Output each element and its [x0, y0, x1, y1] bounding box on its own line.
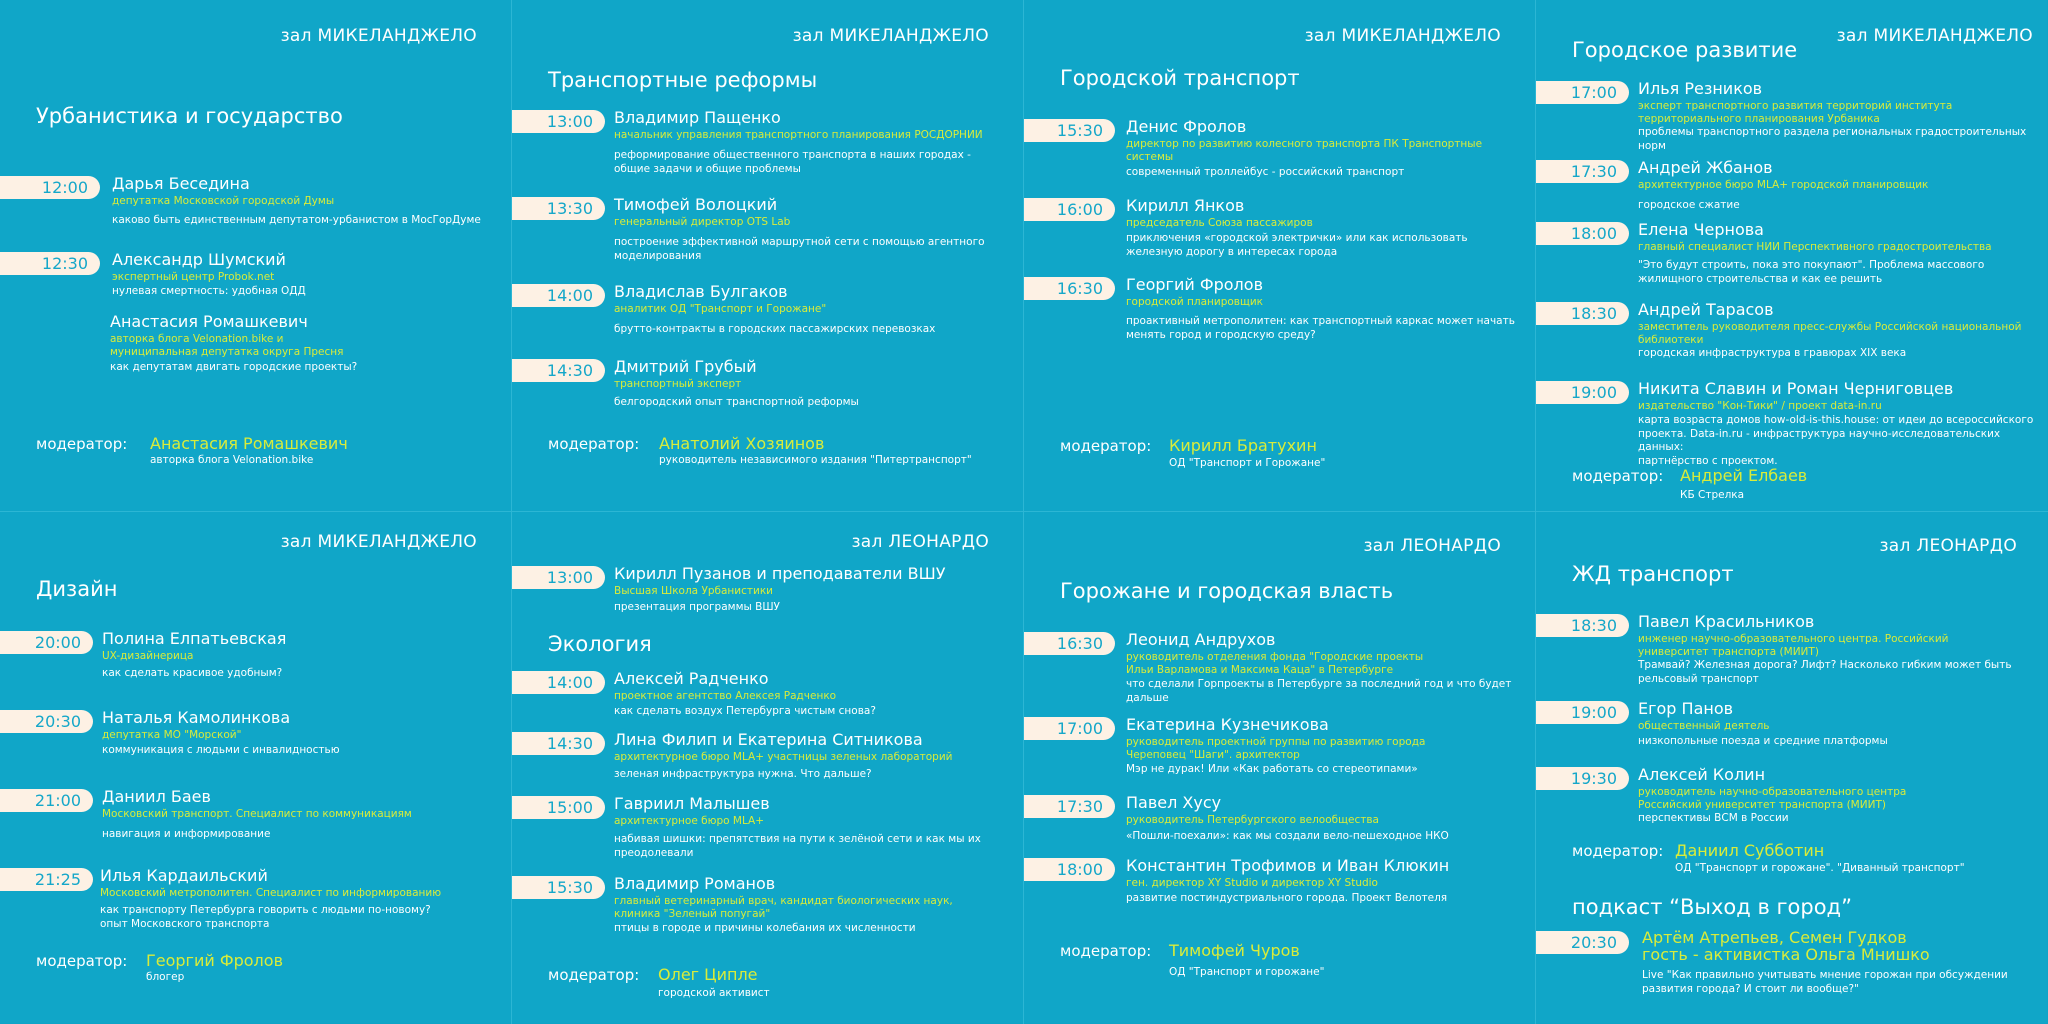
- speaker-role: руководитель проектной группы по развитию города Череповец "Шаги". архитектор: [1126, 736, 1426, 761]
- speaker-role: архитектурное бюро MLA+ участницы зеленых лабораторий: [614, 751, 953, 763]
- speaker-role: председатель Союза пассажиров: [1126, 217, 1313, 229]
- speaker-role: инженер научно-образовательного центра. Российский университет транспорта (МИИТ): [1638, 633, 1949, 658]
- time-badge: 15:30: [512, 876, 605, 899]
- hall-label: зал ЛЕОНАРДО: [1363, 536, 1501, 556]
- talk-description: приключения «городской электрички» или как использовать железную дорогу в интересах города: [1126, 232, 1468, 258]
- speaker-name: Павел Красильников: [1638, 612, 1815, 631]
- talk-description: как сделать красивое удобным?: [102, 667, 283, 679]
- talk-description: «Пошли-поехали»: как мы создали вело-пешеходное НКО: [1126, 830, 1449, 842]
- speaker-role: архитектурное бюро MLA+ городской планировщик: [1638, 179, 1929, 191]
- talk-description: Трамвай? Железная дорога? Лифт? Насколько гибким может быть рельсовый транспорт: [1638, 659, 2012, 685]
- moderator-label: модератор:: [1572, 467, 1664, 485]
- speaker-name: Анастасия Ромашкевич: [110, 312, 308, 331]
- hall-label: зал ЛЕОНАРДО: [851, 532, 989, 552]
- hall-label: зал МИКЕЛАНДЖЕЛО: [1304, 26, 1501, 46]
- talk-description: птицы в городе и причины колебания их численности: [614, 922, 916, 934]
- time-badge: 14:30: [512, 732, 605, 755]
- talk-description: Live "Как правильно учитывать мнение горожан при обсуждении развития города? И стоит ли вообще?": [1642, 969, 2008, 995]
- speaker-role: экспертный центр Probok.net: [112, 271, 275, 283]
- speaker-role: аналитик ОД "Транспорт и Горожане": [614, 303, 827, 315]
- talk-description: городское сжатие: [1638, 199, 1740, 211]
- talk-description: как транспорту Петербурга говорить с людьми по-новому? опыт Московского транспорта: [100, 904, 431, 930]
- section-title: Горожане и городская власть: [1060, 579, 1394, 603]
- time-badge: 12:30: [0, 252, 100, 275]
- moderator-label: модератор:: [1060, 942, 1152, 960]
- talk-description: коммуникация с людьми с инвалидностью: [102, 744, 340, 756]
- speaker-role: Московский метрополитен. Специалист по информированию: [100, 887, 442, 899]
- talk-description: современный троллейбус - российский транспорт: [1126, 166, 1405, 178]
- moderator-org: авторка блога Velonation.bike: [150, 454, 314, 466]
- talk-description: брутто-контракты в городских пассажирских перевозках: [614, 323, 936, 335]
- panel-citizens-authority: [1024, 512, 1535, 1023]
- time-badge: 12:00: [0, 176, 100, 199]
- time-badge: 16:30: [1024, 632, 1115, 655]
- talk-description: проактивный метрополитен: как транспортный каркас может начать менять город и городскую среду?: [1126, 315, 1515, 341]
- time-badge: 16:00: [1024, 198, 1115, 221]
- moderator-name: Анатолий Хозяинов: [659, 434, 825, 453]
- moderator-label: модератор:: [36, 435, 128, 453]
- speaker-name: Гавриил Малышев: [614, 794, 770, 813]
- speaker-role: начальник управления транспортного планирования РОСДОРНИИ: [614, 129, 983, 141]
- talk-description: каково быть единственным депутатом-урбанистом в МосГорДуме: [112, 214, 481, 226]
- time-badge: 19:30: [1536, 767, 1629, 790]
- divider: [0, 511, 2048, 512]
- speaker-name: Алексей Радченко: [614, 669, 769, 688]
- speaker-name: Даниил Баев: [102, 787, 211, 806]
- moderator-org: ОД "Транспорт и горожане". "Диванный транспорт": [1675, 862, 1965, 874]
- speaker-role: Московский транспорт. Специалист по коммуникациям: [102, 808, 412, 820]
- panel-urban-development: [1536, 0, 2047, 511]
- talk-description: зеленая инфраструктура нужна. Что дальше?: [614, 768, 872, 780]
- time-badge: 18:30: [1536, 614, 1629, 637]
- speaker-role: UX-дизайнерица: [102, 650, 194, 662]
- talk-description: белгородский опыт транспортной реформы: [614, 396, 859, 408]
- time-badge: 17:00: [1536, 81, 1629, 104]
- time-badge: 17:30: [1024, 795, 1115, 818]
- talk-description: как сделать воздух Петербурга чистым снова?: [614, 705, 876, 717]
- time-badge: 14:00: [512, 671, 605, 694]
- section-title: Городской транспорт: [1060, 66, 1300, 90]
- speaker-role: архитектурное бюро MLA+: [614, 815, 765, 827]
- speaker-role: руководитель Петербургского велообщества: [1126, 814, 1379, 826]
- speaker-name: Тимофей Волоцкий: [614, 195, 778, 214]
- talk-description: что сделали Горпроекты в Петербурге за последний год и что будет дальше: [1126, 678, 1512, 704]
- moderator-org: блогер: [146, 971, 185, 983]
- speaker-name: Владимир Пащенко: [614, 108, 781, 127]
- time-badge: 20:30: [0, 710, 93, 733]
- speaker-name: Константин Трофимов и Иван Клюкин: [1126, 856, 1450, 875]
- speaker-name: Наталья Камолинкова: [102, 708, 291, 727]
- speaker-name: Илья Кардаильский: [100, 866, 268, 885]
- speaker-name: Никита Славин и Роман Черниговцев: [1638, 379, 1954, 398]
- moderator-label: модератор:: [36, 952, 128, 970]
- speaker-name: Дмитрий Грубый: [614, 357, 757, 376]
- section-title: Транспортные реформы: [548, 68, 818, 92]
- moderator-name: Олег Ципле: [658, 965, 758, 984]
- speaker-name: Екатерина Кузнечикова: [1126, 715, 1329, 734]
- speaker-role: общественный деятель: [1638, 720, 1770, 732]
- speaker-name: Леонид Андрухов: [1126, 630, 1276, 649]
- moderator-org: руководитель независимого издания "Питертранспорт": [659, 454, 972, 466]
- talk-description: нулевая смертность: удобная ОДД: [112, 285, 306, 297]
- moderator-org: ОД "Транспорт и горожане": [1169, 966, 1325, 978]
- section-title: ЖД транспорт: [1572, 562, 1734, 586]
- talk-description: перспективы ВСМ в России: [1638, 812, 1789, 824]
- time-badge: 21:00: [0, 789, 93, 812]
- speaker-role: городской планировщик: [1126, 296, 1264, 308]
- time-badge: 14:30: [512, 359, 605, 382]
- moderator-name: Кирилл Братухин: [1169, 436, 1317, 455]
- time-badge: 20:30: [1536, 931, 1629, 954]
- moderator-label: модератор:: [1060, 437, 1152, 455]
- speaker-name: Егор Панов: [1638, 699, 1734, 718]
- hall-label: зал МИКЕЛАНДЖЕЛО: [280, 26, 477, 46]
- speaker-role: главный специалист НИИ Перспективного градостроительства: [1638, 241, 1992, 253]
- moderator-name: Георгий Фролов: [146, 951, 283, 970]
- speaker-name: Алексей Колин: [1638, 765, 1766, 784]
- speaker-name: Илья Резников: [1638, 79, 1763, 98]
- speaker-name: Лина Филип и Екатерина Ситникова: [614, 730, 923, 749]
- section-title: Городское развитие: [1572, 38, 1798, 62]
- moderator-name: Даниил Субботин: [1675, 841, 1825, 860]
- talk-description: городская инфраструктура в гравюрах XIX века: [1638, 347, 1907, 359]
- time-badge: 14:00: [512, 284, 605, 307]
- talk-description: проблемы транспортного раздела региональных градостроительных норм: [1638, 126, 2027, 152]
- talk-description: навигация и информирование: [102, 828, 271, 840]
- section-title: Дизайн: [36, 577, 118, 601]
- speaker-role: руководитель отделения фонда "Городские проекты Ильи Варламова и Максима Каца" в Петербурге: [1126, 651, 1424, 676]
- talk-description: как депутатам двигать городские проекты?: [110, 361, 358, 373]
- speaker-role: руководитель научно-образовательного центра Российский университет транспорта (МИИТ): [1638, 786, 1907, 811]
- time-badge: 17:30: [1536, 160, 1629, 183]
- time-badge: 20:00: [0, 631, 93, 654]
- panel-rail-transport: [1536, 512, 2047, 1023]
- speaker-name: Георгий Фролов: [1126, 275, 1263, 294]
- time-badge: 19:00: [1536, 701, 1629, 724]
- hall-label: зал МИКЕЛАНДЖЕЛО: [792, 26, 989, 46]
- speaker-name: Андрей Тарасов: [1638, 300, 1774, 319]
- talk-description: набивая шишки: препятствия на пути к зелёной сети и как мы их преодолевали: [614, 833, 981, 859]
- speaker-role: эксперт транспортного развития территорий института территориального планирования Урбаника: [1638, 100, 1953, 125]
- time-badge: 15:30: [1024, 119, 1115, 142]
- speaker-name: Александр Шумский: [112, 250, 286, 269]
- speaker-role: заместитель руководителя пресс-службы Российской национальной библиотеки: [1638, 321, 2022, 346]
- panel-transport-reforms: [512, 0, 1023, 511]
- talk-description: Мэр не дурак! Или «Как работать со стереотипами»: [1126, 763, 1418, 775]
- podcast-title: подкаст “Выход в город”: [1572, 895, 1852, 919]
- section-title: Урбанистика и государство: [36, 104, 343, 128]
- speaker-name: Кирилл Янков: [1126, 196, 1245, 215]
- speaker-name: Полина Елпатьевская: [102, 629, 287, 648]
- speaker-name: Дарья Беседина: [112, 174, 250, 193]
- panel-ecology: [512, 512, 1023, 1023]
- speaker-role: главный ветеринарный врач, кандидат биологических наук, клиника "Зеленый попугай": [614, 895, 953, 920]
- time-badge: 15:00: [512, 796, 605, 819]
- speaker-name: Елена Чернова: [1638, 220, 1764, 239]
- time-badge: 19:00: [1536, 381, 1629, 404]
- talk-description: "Это будут строить, пока это покупают". Проблема массового жилищного строительства и как ее решить: [1638, 259, 1985, 285]
- hall-label: зал МИКЕЛАНДЖЕЛО: [1836, 26, 2033, 46]
- talk-description: презентация программы ВШУ: [614, 601, 780, 613]
- section-subtitle: Экология: [548, 632, 652, 656]
- moderator-label: модератор:: [1572, 842, 1664, 860]
- talk-description: развитие постиндустриального города. Проект Велотеля: [1126, 892, 1448, 904]
- podcast-guests: Артём Атрепьев, Семен Гудков гость - активистка Ольга Мнишко: [1642, 928, 1930, 964]
- speaker-role: депутатка Московской городской Думы: [112, 195, 335, 207]
- moderator-name: Тимофей Чуров: [1169, 941, 1300, 960]
- speaker-name: Кирилл Пузанов и преподаватели ВШУ: [614, 564, 946, 583]
- time-badge: 16:30: [1024, 277, 1115, 300]
- moderator-org: ОД "Транспорт и Горожане": [1169, 457, 1326, 469]
- moderator-name: Анастасия Ромашкевич: [150, 434, 348, 453]
- speaker-name: Денис Фролов: [1126, 117, 1247, 136]
- time-badge: 18:30: [1536, 302, 1629, 325]
- speaker-role: транспортный эксперт: [614, 378, 742, 390]
- time-badge: 13:00: [512, 566, 605, 589]
- talk-description: реформирование общественного транспорта в наших городах - общие задачи и общие проблемы: [614, 149, 971, 175]
- speaker-role: Высшая Школа Урбанистики: [614, 585, 773, 597]
- panel-city-transport: [1024, 0, 1535, 511]
- moderator-label: модератор:: [548, 966, 640, 984]
- hall-label: зал МИКЕЛАНДЖЕЛО: [280, 532, 477, 552]
- moderator-label: модератор:: [548, 435, 640, 453]
- speaker-name: Владислав Булгаков: [614, 282, 788, 301]
- speaker-role: генеральный директор OTS Lab: [614, 216, 791, 228]
- speaker-role: ген. директор XY Studio и директор XY Studio: [1126, 877, 1378, 889]
- time-badge: 13:30: [512, 197, 605, 220]
- time-badge: 18:00: [1024, 858, 1115, 881]
- talk-description: построение эффективной маршрутной сети с помощью агентного моделирования: [614, 236, 985, 262]
- hall-label: зал ЛЕОНАРДО: [1879, 536, 2017, 556]
- moderator-org: городской активист: [658, 987, 770, 999]
- talk-description: карта возраста домов how-old-is-this.house: от идеи до всероссийского проекта. Data-in.ru - инфраструктура научно-исследовательских данных: партнёрство с проектом.: [1638, 414, 2034, 467]
- time-badge: 13:00: [512, 110, 605, 133]
- speaker-name: Андрей Жбанов: [1638, 158, 1773, 177]
- speaker-role: издательство "Кон-Тики" / проект data-in.ru: [1638, 400, 1882, 412]
- speaker-role: проектное агентство Алексея Радченко: [614, 690, 837, 702]
- divider: [511, 0, 512, 1024]
- moderator-org: КБ Стрелка: [1680, 489, 1745, 501]
- moderator-name: Андрей Елбаев: [1680, 466, 1808, 485]
- speaker-name: Владимир Романов: [614, 874, 776, 893]
- panel-design: [0, 512, 511, 1023]
- speaker-role: авторка блога Velonation.bike и муниципальная депутатка округа Пресня: [110, 333, 344, 358]
- speaker-role: директор по развитию колесного транспорта ПК Транспортные системы: [1126, 138, 1483, 163]
- speaker-role: депутатка МО "Морской": [102, 729, 242, 741]
- time-badge: 17:00: [1024, 717, 1115, 740]
- speaker-name: Павел Хусу: [1126, 793, 1222, 812]
- talk-description: низкопольные поезда и средние платформы: [1638, 735, 1888, 747]
- panel-urbanism: [0, 0, 511, 511]
- divider: [1535, 0, 1536, 1024]
- time-badge: 18:00: [1536, 222, 1629, 245]
- time-badge: 21:25: [0, 868, 93, 891]
- divider: [1023, 0, 1024, 1024]
